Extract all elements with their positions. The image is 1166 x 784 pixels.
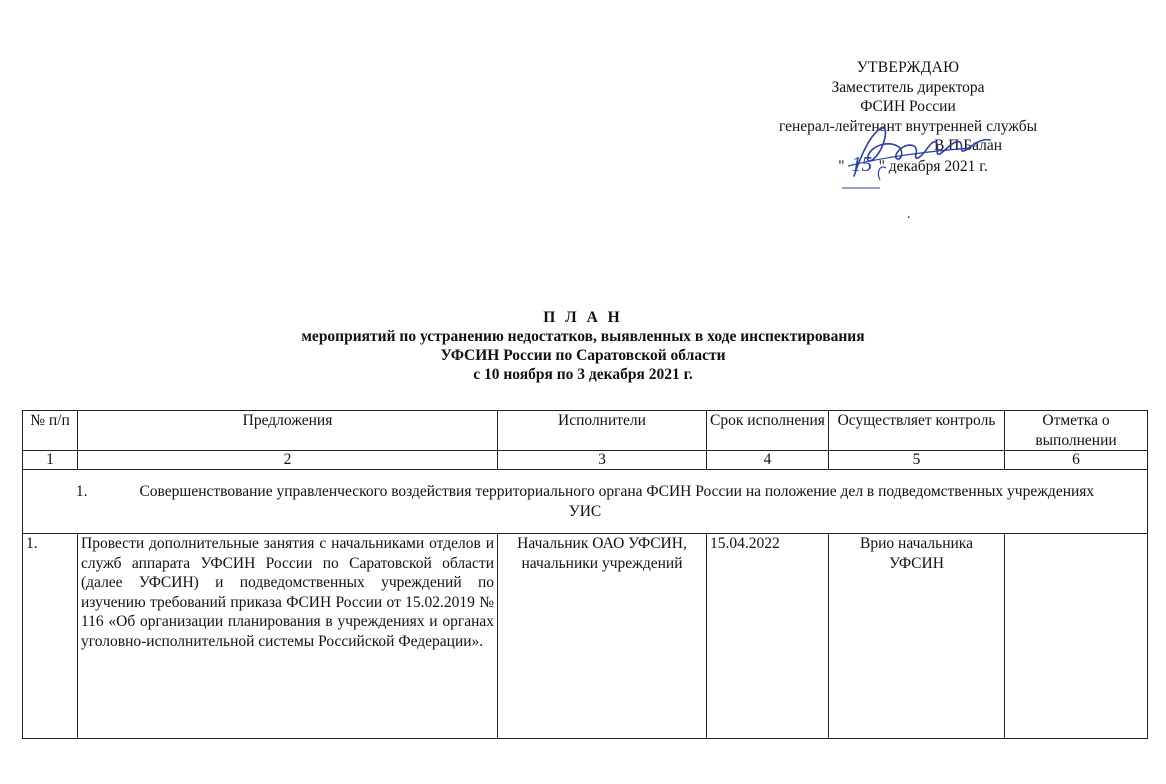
header-cell-proposals: Предложения [78, 411, 498, 451]
approval-organization: ФСИН России [860, 98, 956, 115]
plan-title: П Л А Н [543, 309, 623, 326]
row-proposal: Провести дополнительные занятия с начальниками отделов и служб аппарата УФСИН России по Саратовской области (далее УФСИН) и подведомственных учреждений по изучению требований приказа ФСИН России от 15.02.2019 № 116 «Об организации планирования в учреждениях и органах уголовно-исполнительной системы Российской Федерации». [78, 534, 498, 739]
section-number: 1. [75, 483, 88, 500]
approval-signer-name: В.П Балан [933, 137, 1003, 154]
column-number: 5 [829, 451, 1005, 470]
column-number: 4 [707, 451, 829, 470]
table-row [23, 534, 1148, 739]
column-number-row [23, 451, 1148, 470]
plan-subtitle: мероприятий по устранению недостатков, выявленных в ходе инспектирования [301, 328, 865, 345]
row-number: 1. [23, 534, 78, 739]
stray-dot: . [907, 207, 911, 222]
row-deadline: 15.04.2022 [707, 534, 829, 739]
section-row [23, 470, 1148, 534]
header-cell-mark: Отметка о выполнении [1005, 411, 1148, 451]
row-mark [1005, 534, 1148, 739]
column-number: 3 [498, 451, 707, 470]
approval-rank: генерал-лейтенант внутренней службы [778, 117, 1038, 135]
column-number: 1 [23, 451, 78, 470]
column-number: 2 [78, 451, 498, 470]
date-open-quote: " [838, 157, 845, 175]
header-cell-deadline: Срок исполнения [707, 411, 829, 451]
header-cell-executors: Исполнители [498, 411, 707, 451]
header-cell-control: Осуществляет контроль [829, 411, 1005, 451]
plan-organization: УФСИН России по Саратовской области [440, 347, 726, 364]
approval-title: УТВЕРЖДАЮ [856, 59, 960, 76]
plan-table [22, 410, 1148, 739]
column-number: 6 [1005, 451, 1148, 470]
row-executors: Начальник ОАО УФСИН, начальники учреждений [498, 534, 707, 739]
plan-period: с 10 ноября по 3 декабря 2021 г. [473, 366, 693, 383]
section-title: Совершенствование управленческого воздействия территориального органа ФСИН России на положение дел в подведомственных учреждениях УИС [139, 483, 1095, 520]
signature-icon [840, 118, 1000, 190]
section-cell [23, 470, 1148, 534]
header-cell-number: № п/п [23, 411, 78, 451]
table-header-row [23, 411, 1148, 451]
row-control: Врио начальника УФСИН [829, 534, 1005, 739]
plan-header [0, 308, 1166, 384]
date-rest: " декабря 2021 г. [878, 157, 988, 175]
date-day-handwritten: 15 [851, 151, 873, 176]
approval-position: Заместитель директора [831, 78, 985, 96]
